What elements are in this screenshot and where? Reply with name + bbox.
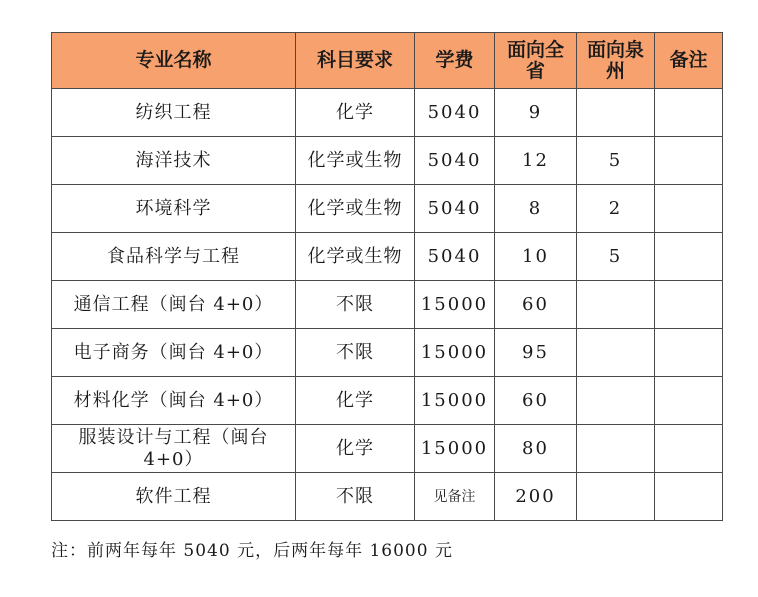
cell-province-quota: 95 bbox=[495, 329, 577, 377]
cell-subject: 化学 bbox=[296, 377, 415, 425]
table-row bbox=[52, 377, 723, 425]
header-major-name: 专业名称 bbox=[52, 33, 296, 89]
cell-subject: 不限 bbox=[296, 329, 415, 377]
cell-tuition: 5040 bbox=[415, 185, 495, 233]
cell-quanzhou-quota bbox=[577, 281, 655, 329]
header-tuition: 学费 bbox=[415, 33, 495, 89]
cell-quanzhou-quota bbox=[577, 89, 655, 137]
cell-subject: 化学 bbox=[296, 425, 415, 473]
cell-tuition: 5040 bbox=[415, 233, 495, 281]
cell-tuition: 5040 bbox=[415, 137, 495, 185]
cell-major-name: 环境科学 bbox=[52, 185, 296, 233]
header-row bbox=[52, 33, 723, 89]
table-row bbox=[52, 473, 723, 521]
cell-tuition: 15000 bbox=[415, 377, 495, 425]
cell-province-quota: 10 bbox=[495, 233, 577, 281]
header-remark: 备注 bbox=[655, 33, 723, 89]
cell-major-name: 电子商务（闽台 4+0） bbox=[52, 329, 296, 377]
cell-province-quota: 200 bbox=[495, 473, 577, 521]
cell-quanzhou-quota bbox=[577, 425, 655, 473]
table-row bbox=[52, 281, 723, 329]
cell-major-name: 海洋技术 bbox=[52, 137, 296, 185]
cell-subject: 化学 bbox=[296, 89, 415, 137]
cell-subject: 化学或生物 bbox=[296, 185, 415, 233]
cell-remark bbox=[655, 89, 723, 137]
cell-subject: 化学或生物 bbox=[296, 233, 415, 281]
cell-quanzhou-quota: 5 bbox=[577, 137, 655, 185]
cell-remark bbox=[655, 137, 723, 185]
cell-remark bbox=[655, 425, 723, 473]
cell-major-name: 材料化学（闽台 4+0） bbox=[52, 377, 296, 425]
cell-remark bbox=[655, 233, 723, 281]
cell-tuition: 15000 bbox=[415, 425, 495, 473]
cell-tuition: 15000 bbox=[415, 281, 495, 329]
cell-province-quota: 80 bbox=[495, 425, 577, 473]
table-row bbox=[52, 89, 723, 137]
cell-remark bbox=[655, 377, 723, 425]
header-quanzhou-quota: 面向泉州 bbox=[577, 33, 655, 89]
cell-quanzhou-quota bbox=[577, 473, 655, 521]
cell-province-quota: 8 bbox=[495, 185, 577, 233]
cell-tuition: 见备注 bbox=[415, 473, 495, 521]
table-row bbox=[52, 137, 723, 185]
cell-subject: 不限 bbox=[296, 281, 415, 329]
cell-subject: 不限 bbox=[296, 473, 415, 521]
cell-subject: 化学或生物 bbox=[296, 137, 415, 185]
cell-major-name: 软件工程 bbox=[52, 473, 296, 521]
majors-table bbox=[51, 32, 723, 521]
cell-tuition: 5040 bbox=[415, 89, 495, 137]
table-row bbox=[52, 185, 723, 233]
cell-major-name: 通信工程（闽台 4+0） bbox=[52, 281, 296, 329]
table-row bbox=[52, 329, 723, 377]
header-province-quota: 面向全省 bbox=[495, 33, 577, 89]
footnote: 注：前两年每年 5040 元，后两年每年 16000 元 bbox=[51, 541, 453, 561]
header-subject-requirement: 科目要求 bbox=[296, 33, 415, 89]
cell-major-name: 食品科学与工程 bbox=[52, 233, 296, 281]
cell-remark bbox=[655, 473, 723, 521]
cell-quanzhou-quota: 2 bbox=[577, 185, 655, 233]
cell-major-name: 纺织工程 bbox=[52, 89, 296, 137]
table-row bbox=[52, 425, 723, 473]
cell-province-quota: 9 bbox=[495, 89, 577, 137]
cell-province-quota: 60 bbox=[495, 377, 577, 425]
cell-remark bbox=[655, 329, 723, 377]
cell-remark bbox=[655, 281, 723, 329]
cell-tuition: 15000 bbox=[415, 329, 495, 377]
cell-quanzhou-quota bbox=[577, 377, 655, 425]
table-row bbox=[52, 233, 723, 281]
cell-remark bbox=[655, 185, 723, 233]
cell-quanzhou-quota: 5 bbox=[577, 233, 655, 281]
cell-province-quota: 60 bbox=[495, 281, 577, 329]
cell-province-quota: 12 bbox=[495, 137, 577, 185]
cell-quanzhou-quota bbox=[577, 329, 655, 377]
cell-major-name: 服装设计与工程（闽台 4+0） bbox=[52, 425, 296, 473]
